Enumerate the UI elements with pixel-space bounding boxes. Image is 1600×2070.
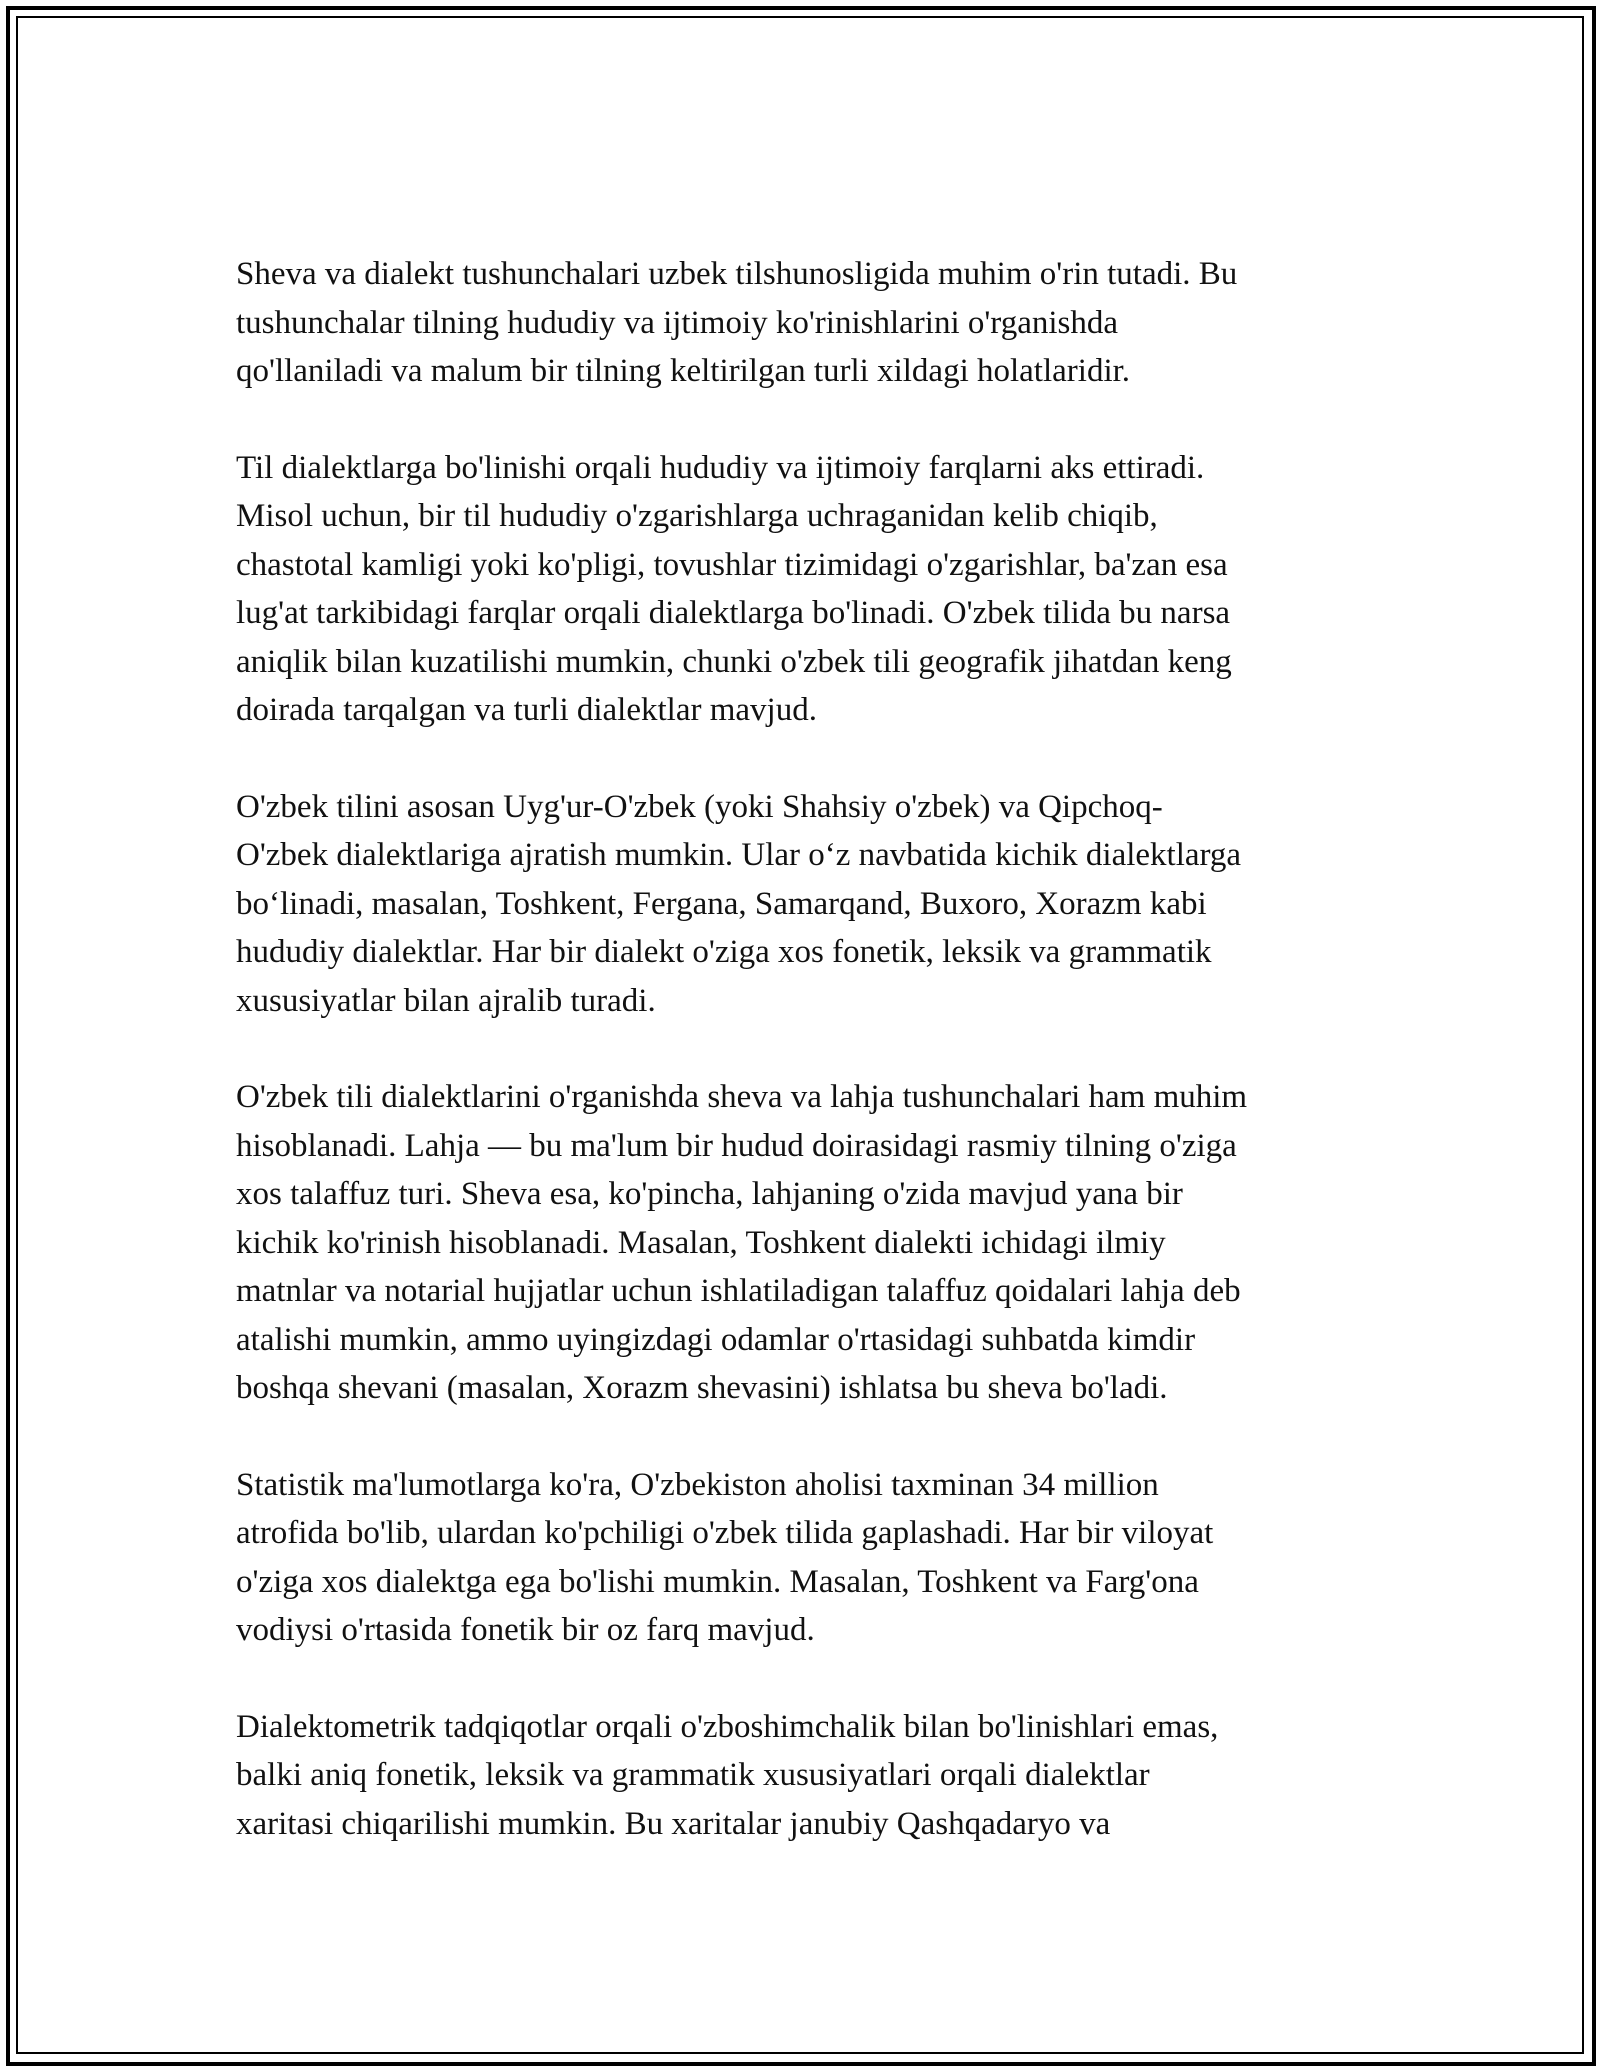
text-line: boshqa shevani (masalan, Xorazm shevasini) ishlatsa bu sheva bo'ladi. xyxy=(236,1370,1168,1406)
text-line: O'zbek tilini asosan Uyg'ur-O'zbek (yoki Shahsiy o'zbek) va Qipchoq- xyxy=(236,788,1163,825)
text-line: Dialektometrik tadqiqotlar orqali o'zboshimchalik bilan bo'linishlari emas, xyxy=(236,1708,1219,1745)
text-line: doirada tarqalgan va turli dialektlar mavjud. xyxy=(236,692,817,728)
text-line: O'zbek dialektlariga ajratish mumkin. Ular o‘z navbatida kichik dialektlarga xyxy=(236,837,1242,873)
text-line: Statistik ma'lumotlarga ko'ra, O'zbekiston aholisi taxminan 34 million xyxy=(236,1466,1159,1503)
paragraph-1 xyxy=(236,250,1396,396)
text-line: bo‘linadi, masalan, Toshkent, Fergana, Samarqand, Buxoro, Xorazm kabi xyxy=(236,885,1207,922)
text-line: matnlar va notarial hujjatlar uchun ishlatiladigan talaffuz qoidalari lahja deb xyxy=(236,1273,1241,1309)
text-line: lug'at tarkibidagi farqlar orqali dialektlarga bo'linadi. O'zbek tilida bu narsa xyxy=(236,595,1231,631)
text-line: xos talaffuz turi. Sheva esa, ko'pincha, lahjaning o'zida mavjud yana bir xyxy=(236,1176,1183,1212)
text-line: atrofida bo'lib, ulardan ko'pchiligi o'zbek tilida gaplashadi. Har bir viloyat xyxy=(236,1515,1214,1551)
text-line: xaritasi chiqarilishi mumkin. Bu xaritalar janubiy Qashqadaryo va xyxy=(236,1805,1111,1842)
text-line: Til dialektlarga bo'linishi orqali hududiy va ijtimoiy farqlarni aks ettiradi. xyxy=(236,449,1205,486)
text-line: qo'llaniladi va malum bir tilning keltirilgan turli xildagi holatlaridir. xyxy=(236,353,1131,389)
text-line: atalishi mumkin, ammo uyingizdagi odamlar o'rtasidagi suhbatda kimdir xyxy=(236,1321,1196,1358)
text-line: tushunchalar tilning hududiy va ijtimoiy ko'rinishlarini o'rganishda xyxy=(236,304,1119,341)
text-line: aniqlik bilan kuzatilishi mumkin, chunki o'zbek tili geografik jihatdan keng xyxy=(236,643,1232,680)
paragraph-2 xyxy=(236,444,1396,735)
text-line: balki aniq fonetik, leksik va grammatik xususiyatlari orqali dialektlar xyxy=(236,1757,1150,1793)
paragraph-5 xyxy=(236,1461,1396,1655)
text-line: kichik ko'rinish hisoblanadi. Masalan, Toshkent dialekti ichidagi ilmiy xyxy=(236,1224,1166,1261)
text-line: Misol uchun, bir til hududiy o'zgarishlarga uchraganidan kelib chiqib, xyxy=(236,498,1158,534)
text-line: vodiysi o'rtasida fonetik bir oz farq mavjud. xyxy=(236,1612,815,1648)
text-line: O'zbek tili dialektlarini o'rganishda sheva va lahja tushunchalari ham muhim xyxy=(236,1079,1248,1115)
text-line: o'ziga xos dialektga ega bo'lishi mumkin. Masalan, Toshkent va Farg'ona xyxy=(236,1563,1199,1600)
text-line: xususiyatlar bilan ajralib turadi. xyxy=(236,982,656,1019)
text-line: chastotal kamligi yoki ko'pligi, tovushlar tizimidagi o'zgarishlar, ba'zan esa xyxy=(236,546,1228,583)
document-body xyxy=(236,250,1396,1896)
text-line: hududiy dialektlar. Har bir dialekt o'ziga xos fonetik, leksik va grammatik xyxy=(236,934,1212,970)
text-line: Sheva va dialekt tushunchalari uzbek tilshunosligida muhim o'rin tutadi. Bu xyxy=(236,256,1238,292)
text-line: hisoblanadi. Lahja — bu ma'lum bir hudud doirasidagi rasmiy tilning o'ziga xyxy=(236,1127,1237,1164)
paragraph-3 xyxy=(236,783,1396,1026)
paragraph-4 xyxy=(236,1073,1396,1413)
paragraph-6 xyxy=(236,1703,1396,1849)
